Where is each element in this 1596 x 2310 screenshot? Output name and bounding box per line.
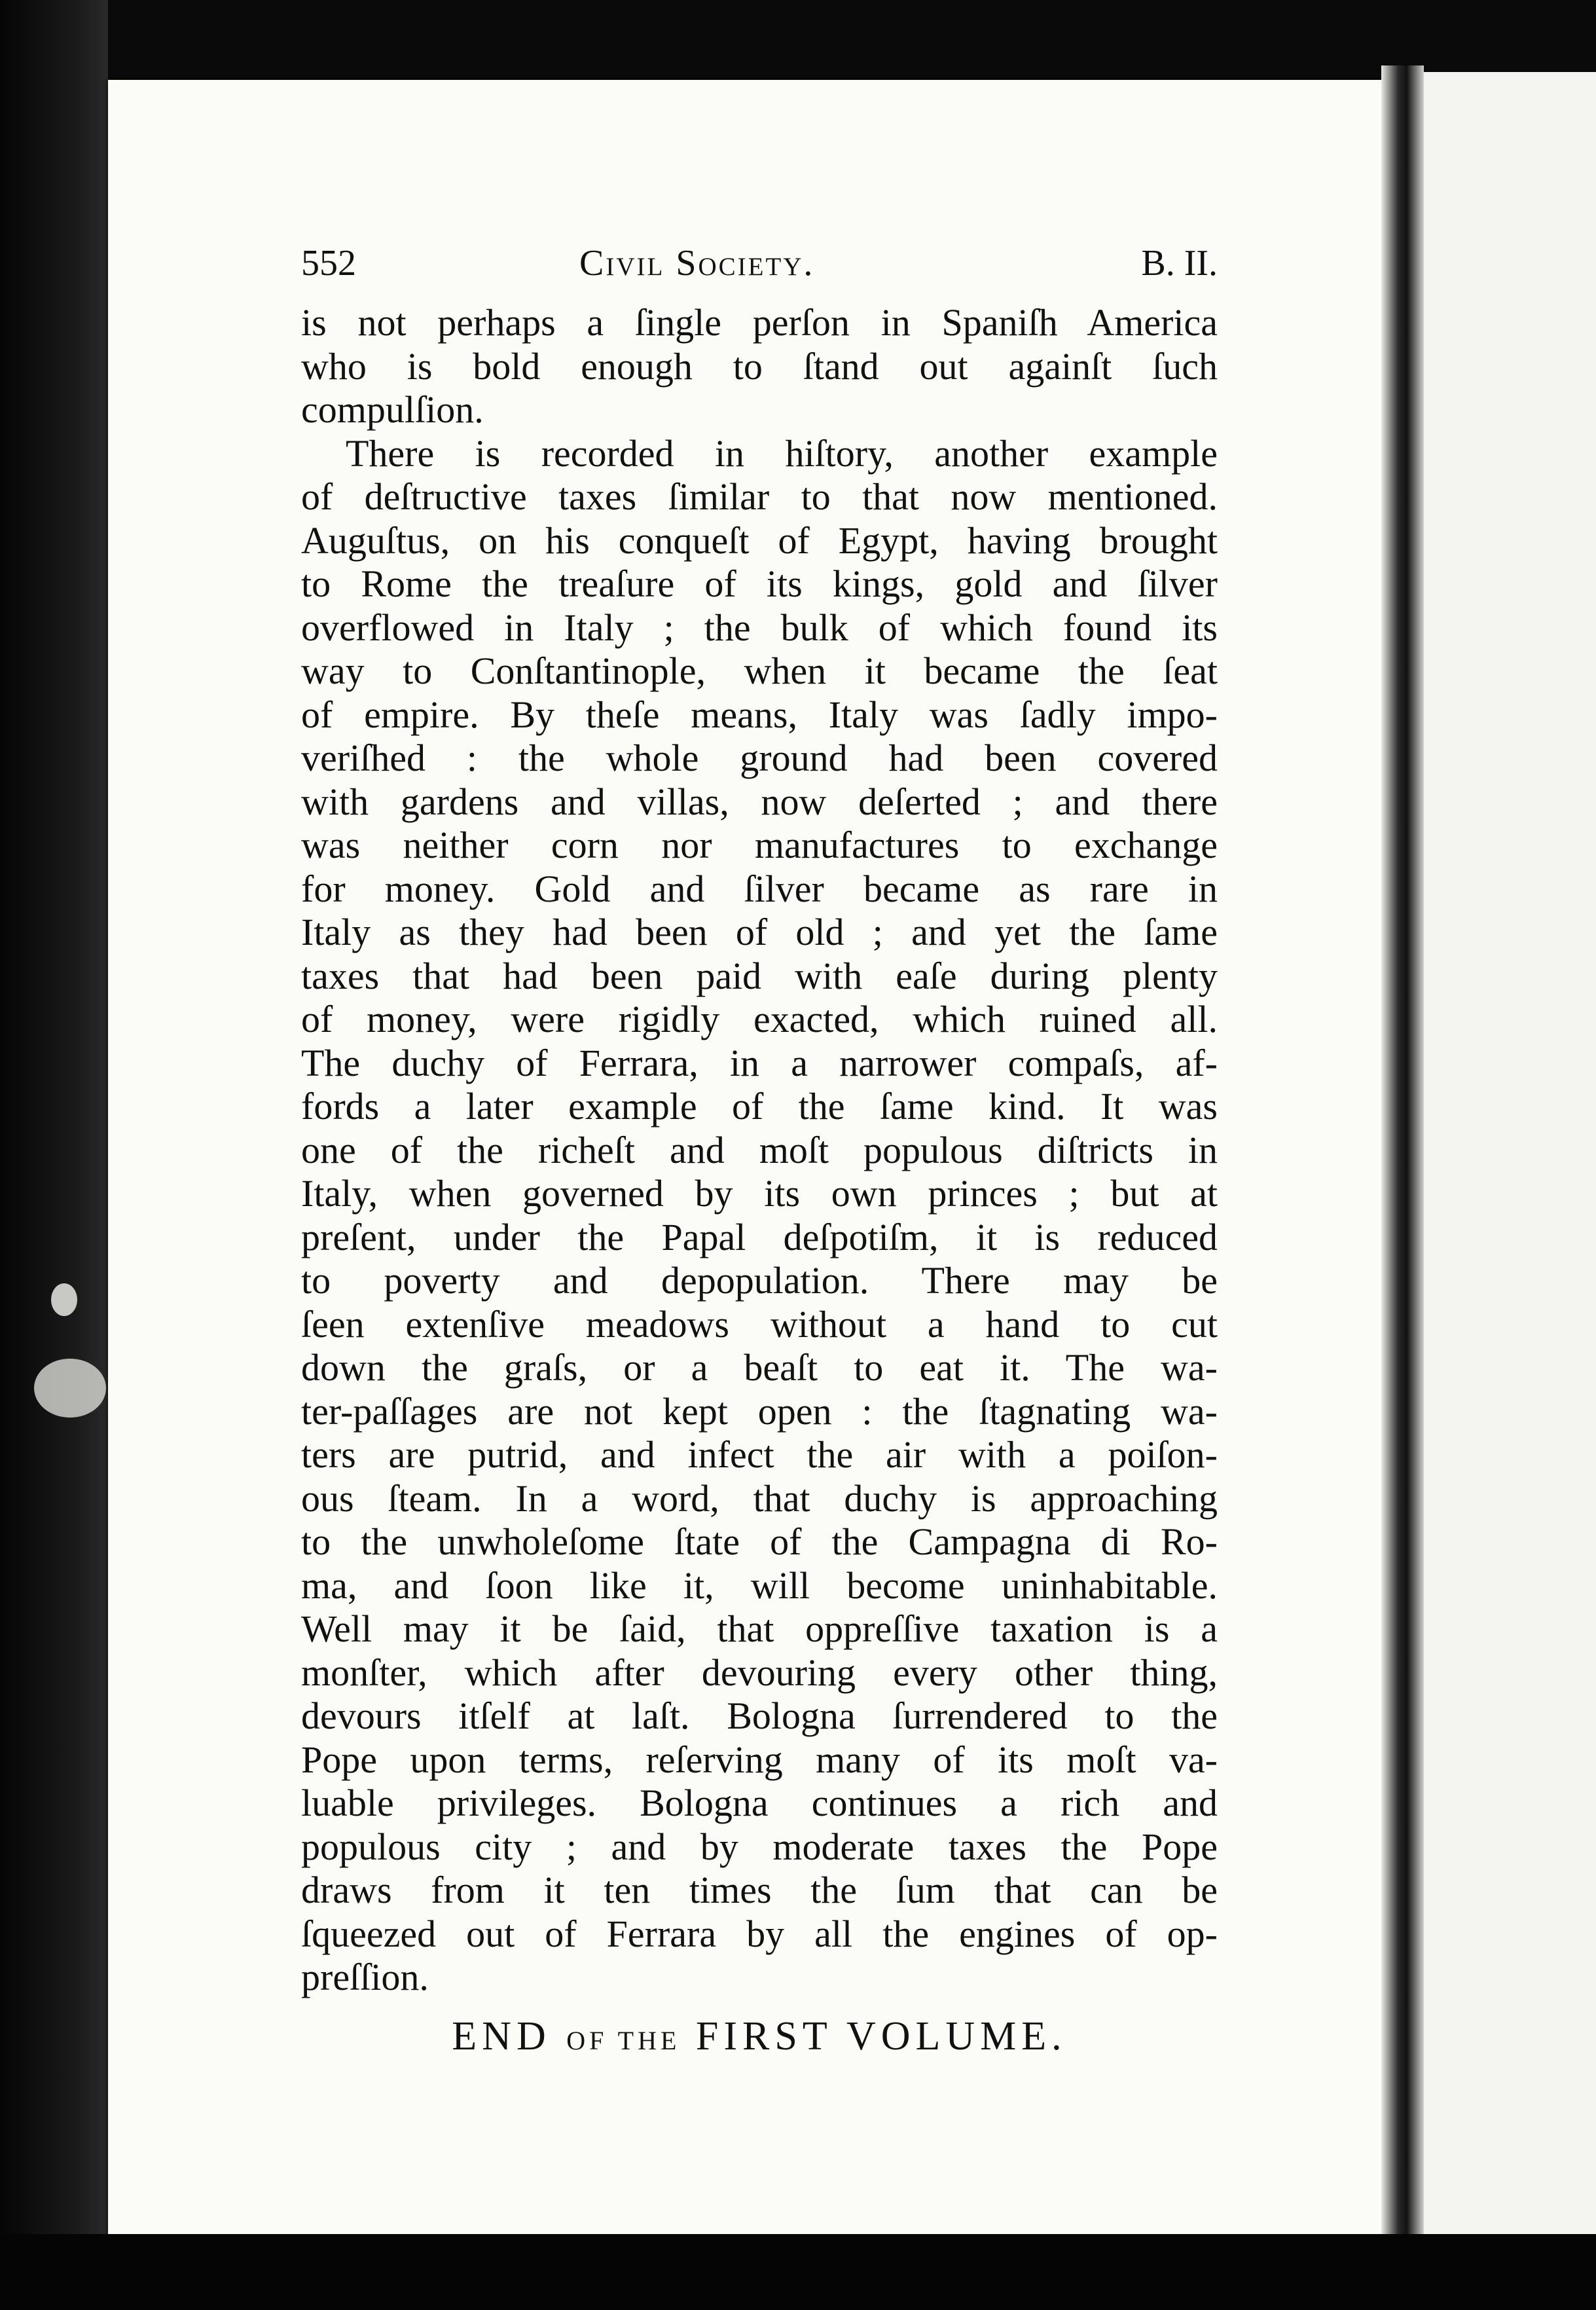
text-line: to Rome the treaſure of its kings, gold and ſilver <box>301 562 1218 605</box>
text-line: way to Conſtantinople, when it became the ſeat <box>301 650 1218 692</box>
text-line: taxes that had been paid with eaſe during plenty <box>301 954 1218 997</box>
text-line: preſſion. <box>301 1956 429 1998</box>
text-line: populous city ; and by moderate taxes the Pope <box>301 1825 1218 1868</box>
text-line: Italy, when governed by its own princes ; but at <box>301 1172 1218 1215</box>
text-line: is not perhaps a ſingle perſon in Spaniſh America <box>301 301 1218 344</box>
text-line: one of the richeſt and moſt populous diſtricts in <box>301 1128 1218 1171</box>
text-line: ters are putrid, and infect the air with a poiſon- <box>301 1433 1218 1476</box>
text-line: Pope upon terms, reſerving many of its moſt va- <box>301 1738 1218 1781</box>
facing-page-edge <box>1424 72 1596 2252</box>
text-line: monſter, which after devouring every other thing, <box>301 1651 1218 1694</box>
running-title: Civil Society. <box>579 243 815 284</box>
text-line: veriſhed : the whole ground had been covered <box>301 737 1218 779</box>
text-line: Well may it be ſaid, that oppreſſive taxation is a <box>301 1607 1218 1650</box>
body-text <box>301 301 1218 2000</box>
text-line: of money, were rigidly exacted, which ruined all. <box>301 998 1218 1040</box>
scan-blemish <box>34 1359 106 1418</box>
page-number: 552 <box>301 243 356 284</box>
text-line: compulſion. <box>301 388 484 431</box>
text-line: Auguſtus, on his conqueſt of Egypt, having brought <box>301 519 1218 562</box>
text-line: of empire. By theſe means, Italy was ſadly impo- <box>301 693 1218 736</box>
text-line: to poverty and depopulation. There may be <box>301 1259 1218 1302</box>
text-line: preſent, under the Papal deſpotiſm, it is reduced <box>301 1215 1218 1258</box>
text-line: to the unwholeſome ſtate of the Campagna di Ro- <box>301 1520 1218 1563</box>
text-line: ſqueezed out of Ferrara by all the engines of op- <box>301 1912 1218 1955</box>
text-line: fords a later example of the ſame kind. It was <box>301 1085 1218 1128</box>
text-line: ma, and ſoon like it, will become uninhabitable. <box>301 1564 1218 1607</box>
text-line: draws from it ten times the ſum that can be <box>301 1869 1218 1911</box>
text-line: ſeen extenſive meadows without a hand to cut <box>301 1302 1218 1346</box>
text-line: ter-paſſages are not kept open : the ſtagnating wa- <box>301 1389 1218 1433</box>
text-line: who is bold enough to ſtand out againſt ſuch <box>301 344 1218 388</box>
text-line: down the graſs, or a beaſt to eat it. The wa- <box>301 1346 1218 1389</box>
text-line: of deſtructive taxes ſimilar to that now mentioned. <box>301 475 1218 518</box>
running-head <box>301 236 1218 295</box>
text-line: overflowed in Italy ; the bulk of which found its <box>301 606 1218 649</box>
text-line: with gardens and villas, now deſerted ; and there <box>301 780 1218 823</box>
text-line: Italy as they had been of old ; and yet the ſame <box>301 911 1218 953</box>
book-reference: B. II. <box>1141 243 1218 284</box>
scan-blemish <box>51 1283 77 1316</box>
text-line: The duchy of Ferrara, in a narrower compaſs, af- <box>301 1041 1218 1084</box>
text-line: was neither corn nor manufactures to exchange <box>301 824 1218 866</box>
scan-border-bottom <box>0 2234 1596 2310</box>
end-word: END <box>452 2014 551 2059</box>
book-gutter <box>1381 65 1424 2265</box>
end-of-volume <box>301 2013 1218 2060</box>
end-connector: OF THE <box>566 2026 681 2055</box>
text-line: devours itſelf at laſt. Bologna ſurrendered to the <box>301 1695 1218 1737</box>
volume-label: FIRST VOLUME. <box>695 2014 1067 2059</box>
text-line: luable privileges. Bologna continues a rich and <box>301 1782 1218 1824</box>
text-line: for money. Gold and ſilver became as rare in <box>301 867 1218 910</box>
text-line: ous ſteam. In a word, that duchy is approaching <box>301 1476 1218 1520</box>
scan-border-left <box>0 0 108 2310</box>
text-line: There is recorded in hiſtory, another example <box>346 431 1218 475</box>
